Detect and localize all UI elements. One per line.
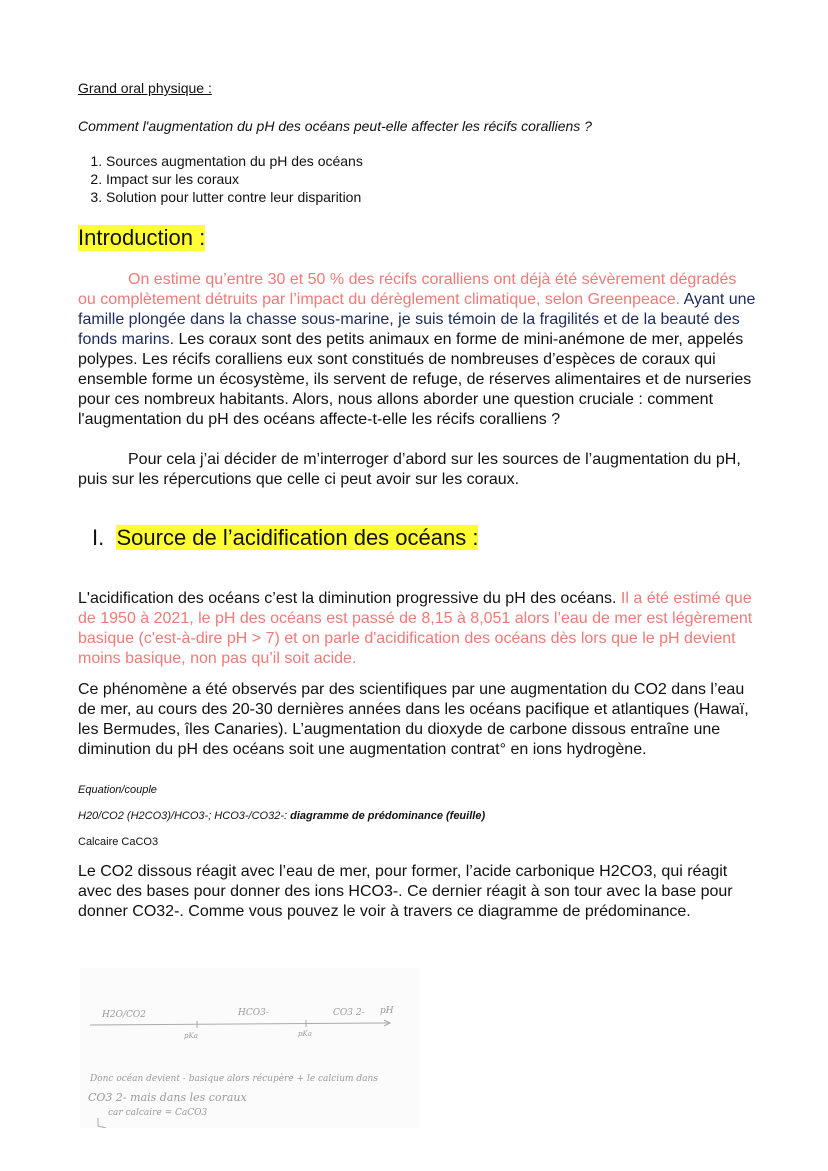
plan-item: 3. Solution pour lutter contre leur disparition bbox=[106, 188, 363, 206]
species-label: HCO3- bbox=[238, 1008, 269, 1018]
note-couples-text: H20/CO2 (H2CO3)/HCO3-; HCO3-/CO32-: bbox=[78, 810, 291, 822]
section-text: L'acidification des océans c’est la diminution progressive du pH des océans. bbox=[78, 590, 617, 607]
plan-list bbox=[78, 152, 363, 206]
intro-paragraph-2: Pour cela j’ai décider de m’interroger d’abord sur les sources de l’augmentation du pH, puis sur les répercutions que celle ci peut avoir sur les coraux. bbox=[78, 451, 741, 488]
plan-item: 2. Impact sur les coraux bbox=[106, 170, 363, 188]
note-diagram: diagramme de prédominance (feuille) bbox=[290, 810, 486, 822]
doc-title: Grand oral physique : bbox=[78, 80, 212, 96]
note-line: car calcaire = CaCO3 bbox=[108, 1108, 208, 1118]
note-couples bbox=[78, 810, 485, 822]
intro-paragraph bbox=[78, 270, 758, 430]
section-paragraph-2: Ce phénomène a été observés par des scientifiques par une augmentation du CO2 dans l’eau de mer, au cours des 20-30 dernières années dans les océans pacifique et atlantiques (Hawaï, les Bermudes, îles Canaries). L’augmentation du dioxyde de carbone dissous entraîne une diminution du pH des océans soit une augmentation contrat° en ions hydrogène. bbox=[78, 681, 749, 758]
section-title: Source de l’acidification des océans : bbox=[116, 525, 479, 550]
section-paragraph-3: Le CO2 dissous réagit avec l’eau de mer, pour former, l’acide carbonique H2CO3, qui réagit avec des bases pour donner des ions HCO3-. Ce dernier réagit à son tour avec la base pour donner CO32-. Comme vous pouvez le voir à travers ce diagramme de prédominance. bbox=[78, 863, 733, 920]
plan-item: 1. Sources augmentation du pH des océans bbox=[106, 152, 363, 170]
intro-red-text: On estime qu’entre 30 et 50 % des récifs coralliens ont déjà été sévèrement dégradés ou complètement détruits par l’impact du dérèglement climatique, selon Greenpeace. bbox=[78, 271, 737, 308]
section-heading bbox=[92, 525, 478, 551]
axis-label: pH bbox=[380, 1006, 394, 1016]
intro-text: Les coraux sont des petits animaux en forme de mini-anémone de mer, appelés polypes. Les récifs coralliens eux sont constitués de nombreuses d’espèces de coraux qui ensemble forme un écosystème, ils servent de refuge, de réserves alimentaires et de nurseries pour ces nombreux habitants. Alors, nous allons aborder une question cruciale : comment l'augmentation du pH des océans affecte-t-elle les récifs coralliens ? bbox=[78, 331, 752, 428]
intro-heading: Introduction : bbox=[78, 225, 206, 250]
section-red-text: Il a été estimé que de 1950 à 2021, le pH des océans est passé de 8,15 à 8,051 alors l’eau de mer est légèrement basique (c'est-à-dire pH > 7) et on parle d'acidification des océans dès lors que le pH devient moins basique, non pas qu’il soit acide. bbox=[78, 590, 753, 667]
note-equation: Equation/couple bbox=[78, 784, 157, 796]
research-question: Comment l'augmentation du pH des océans peut-elle affecter les récifs coralliens ? bbox=[78, 118, 592, 134]
section-number: I. bbox=[92, 525, 105, 550]
note-calcaire: Calcaire CaCO3 bbox=[78, 836, 159, 848]
tick-label: pKa bbox=[298, 1030, 312, 1038]
species-label: H2O/CO2 bbox=[102, 1010, 146, 1020]
handwritten-diagram bbox=[80, 968, 420, 1128]
species-label: CO3 2- bbox=[333, 1008, 365, 1018]
note-line: CO3 2- mais dans les coraux bbox=[88, 1091, 247, 1104]
section-paragraph-1 bbox=[78, 589, 758, 669]
intro-blue-text: Ayant une famille plongée dans la chasse sous-marine, je suis témoin de la fragilités et de la beauté des fonds marins. bbox=[78, 291, 756, 348]
tick-label: pKa bbox=[184, 1032, 198, 1040]
ph-axis bbox=[80, 968, 420, 1128]
note-line: Donc océan devient - basique alors récupère + le calcium dans bbox=[90, 1074, 378, 1084]
